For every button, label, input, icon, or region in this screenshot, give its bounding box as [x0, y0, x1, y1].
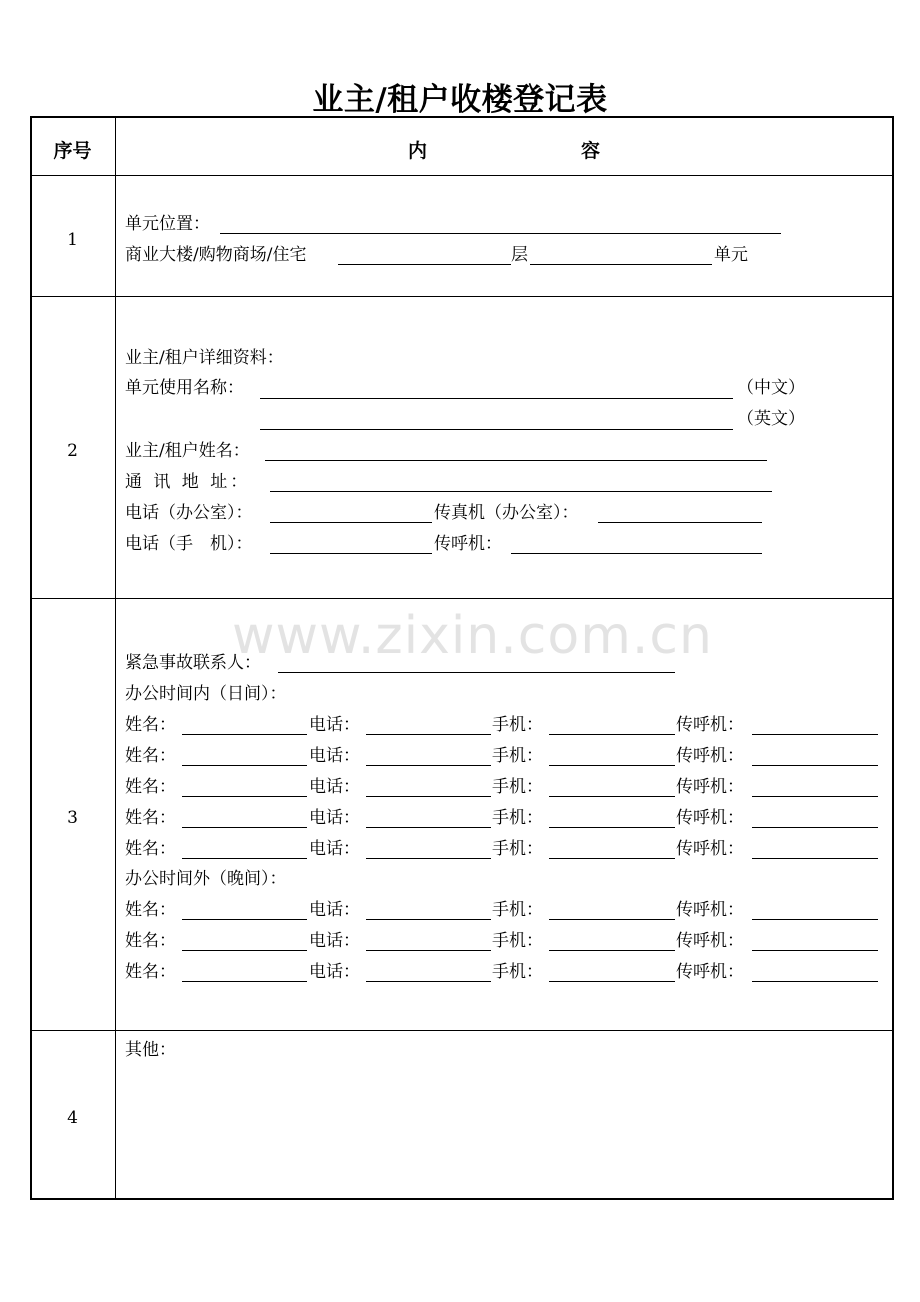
- contact-mobile-label: 手机：: [492, 839, 543, 859]
- day-contact-mobile-field[interactable]: [549, 734, 675, 735]
- office-fax-label: 传真机（办公室）：: [434, 503, 579, 523]
- contact-name-label: 姓名：: [125, 808, 176, 828]
- row-number-3: 3: [67, 808, 78, 828]
- header-serial-number: 序号: [53, 140, 92, 162]
- contact-phone-label: 电话：: [309, 715, 360, 735]
- english-label: （英文）: [737, 409, 805, 429]
- night-contact-name-field[interactable]: [182, 919, 307, 920]
- night-contact-name-field[interactable]: [182, 950, 307, 951]
- contact-name-label: 姓名：: [125, 715, 176, 735]
- contact-mobile-label: 手机：: [492, 900, 543, 920]
- mobile-phone-label: 电话（手 机）：: [125, 534, 253, 554]
- contact-phone-label: 电话：: [309, 931, 360, 951]
- day-contact-phone-field[interactable]: [366, 734, 491, 735]
- contact-name-label: 姓名：: [125, 931, 176, 951]
- contact-mobile-label: 手机：: [492, 777, 543, 797]
- other-label: 其他：: [125, 1040, 176, 1060]
- contact-pager-label: 传呼机：: [676, 777, 744, 797]
- pager-label: 传呼机：: [434, 534, 502, 554]
- contact-pager-label: 传呼机：: [676, 808, 744, 828]
- unit-label: 单元: [714, 245, 748, 265]
- column-divider: [115, 116, 116, 1200]
- contact-name-label: 姓名：: [125, 746, 176, 766]
- day-contact-phone-field[interactable]: [366, 765, 491, 766]
- day-contact-pager-field[interactable]: [752, 765, 878, 766]
- contact-pager-label: 传呼机：: [676, 746, 744, 766]
- day-contact-mobile-field[interactable]: [549, 796, 675, 797]
- office-fax-field[interactable]: [598, 522, 762, 523]
- contact-mobile-label: 手机：: [492, 931, 543, 951]
- building-type-field[interactable]: [338, 264, 511, 265]
- floor-field[interactable]: [530, 264, 712, 265]
- day-contact-pager-field[interactable]: [752, 796, 878, 797]
- day-contact-mobile-field[interactable]: [549, 827, 675, 828]
- office-phone-field[interactable]: [270, 522, 432, 523]
- row-number-2: 2: [67, 441, 78, 461]
- day-contact-pager-field[interactable]: [752, 858, 878, 859]
- office-phone-label: 电话（办公室）：: [125, 503, 253, 523]
- address-label: 通 讯 地 址：: [125, 472, 251, 492]
- night-contact-pager-field[interactable]: [752, 919, 878, 920]
- night-contact-phone-field[interactable]: [366, 981, 491, 982]
- contact-phone-label: 电话：: [309, 746, 360, 766]
- day-contact-mobile-field[interactable]: [549, 858, 675, 859]
- day-contact-phone-field[interactable]: [366, 827, 491, 828]
- contact-pager-label: 传呼机：: [676, 962, 744, 982]
- contact-name-label: 姓名：: [125, 839, 176, 859]
- address-field[interactable]: [270, 491, 772, 492]
- unit-location-field[interactable]: [220, 233, 781, 234]
- contact-phone-label: 电话：: [309, 900, 360, 920]
- office-hours-night-label: 办公时间外（晚间）：: [125, 869, 287, 889]
- day-contact-pager-field[interactable]: [752, 827, 878, 828]
- contact-mobile-label: 手机：: [492, 746, 543, 766]
- contact-name-label: 姓名：: [125, 777, 176, 797]
- unit-name-chinese-field[interactable]: [260, 398, 733, 399]
- unit-name-english-field[interactable]: [260, 429, 733, 430]
- row-divider-1: [30, 296, 894, 297]
- form-title: 业主/租户收楼登记表: [312, 82, 608, 118]
- night-contact-pager-field[interactable]: [752, 981, 878, 982]
- contact-mobile-label: 手机：: [492, 808, 543, 828]
- unit-location-label: 单元位置：: [125, 214, 210, 234]
- day-contact-name-field[interactable]: [182, 827, 307, 828]
- unit-name-label: 单元使用名称：: [125, 378, 244, 398]
- mobile-phone-field[interactable]: [270, 553, 432, 554]
- contact-phone-label: 电话：: [309, 839, 360, 859]
- contact-mobile-label: 手机：: [492, 962, 543, 982]
- contact-pager-label: 传呼机：: [676, 715, 744, 735]
- night-contact-mobile-field[interactable]: [549, 919, 675, 920]
- emergency-contact-label: 紧急事故联系人：: [125, 653, 261, 673]
- contact-phone-label: 电话：: [309, 777, 360, 797]
- floor-label: 层: [511, 245, 528, 265]
- contact-pager-label: 传呼机：: [676, 839, 744, 859]
- night-contact-mobile-field[interactable]: [549, 981, 675, 982]
- owner-name-field[interactable]: [265, 460, 767, 461]
- office-hours-day-label: 办公时间内（日间）：: [125, 684, 287, 704]
- night-contact-mobile-field[interactable]: [549, 950, 675, 951]
- night-contact-pager-field[interactable]: [752, 950, 878, 951]
- header-content-2: 容: [581, 140, 601, 162]
- owner-name-label: 业主/租户姓名：: [125, 441, 250, 461]
- contact-mobile-label: 手机：: [492, 715, 543, 735]
- night-contact-name-field[interactable]: [182, 981, 307, 982]
- day-contact-pager-field[interactable]: [752, 734, 878, 735]
- header-content-1: 内: [408, 140, 428, 162]
- owner-details-label: 业主/租户详细资料：: [125, 348, 284, 368]
- contact-phone-label: 电话：: [309, 808, 360, 828]
- contact-phone-label: 电话：: [309, 962, 360, 982]
- pager-field[interactable]: [511, 553, 762, 554]
- day-contact-phone-field[interactable]: [366, 858, 491, 859]
- row-divider-2: [30, 598, 894, 599]
- emergency-contact-field[interactable]: [278, 672, 675, 673]
- watermark: www.zixin.com.cn: [232, 606, 713, 666]
- day-contact-name-field[interactable]: [182, 734, 307, 735]
- day-contact-phone-field[interactable]: [366, 796, 491, 797]
- row-number-1: 1: [67, 230, 78, 250]
- row-divider-3: [30, 1030, 894, 1031]
- contact-pager-label: 传呼机：: [676, 931, 744, 951]
- contact-name-label: 姓名：: [125, 900, 176, 920]
- contact-pager-label: 传呼机：: [676, 900, 744, 920]
- chinese-label: （中文）: [737, 378, 805, 398]
- day-contact-name-field[interactable]: [182, 765, 307, 766]
- contact-name-label: 姓名：: [125, 962, 176, 982]
- row-number-4: 4: [67, 1108, 78, 1128]
- night-contact-phone-field[interactable]: [366, 919, 491, 920]
- row-divider-header: [30, 175, 894, 176]
- day-contact-name-field[interactable]: [182, 796, 307, 797]
- night-contact-phone-field[interactable]: [366, 950, 491, 951]
- day-contact-mobile-field[interactable]: [549, 765, 675, 766]
- day-contact-name-field[interactable]: [182, 858, 307, 859]
- building-type-label: 商业大楼/购物商场/住宅: [125, 245, 307, 265]
